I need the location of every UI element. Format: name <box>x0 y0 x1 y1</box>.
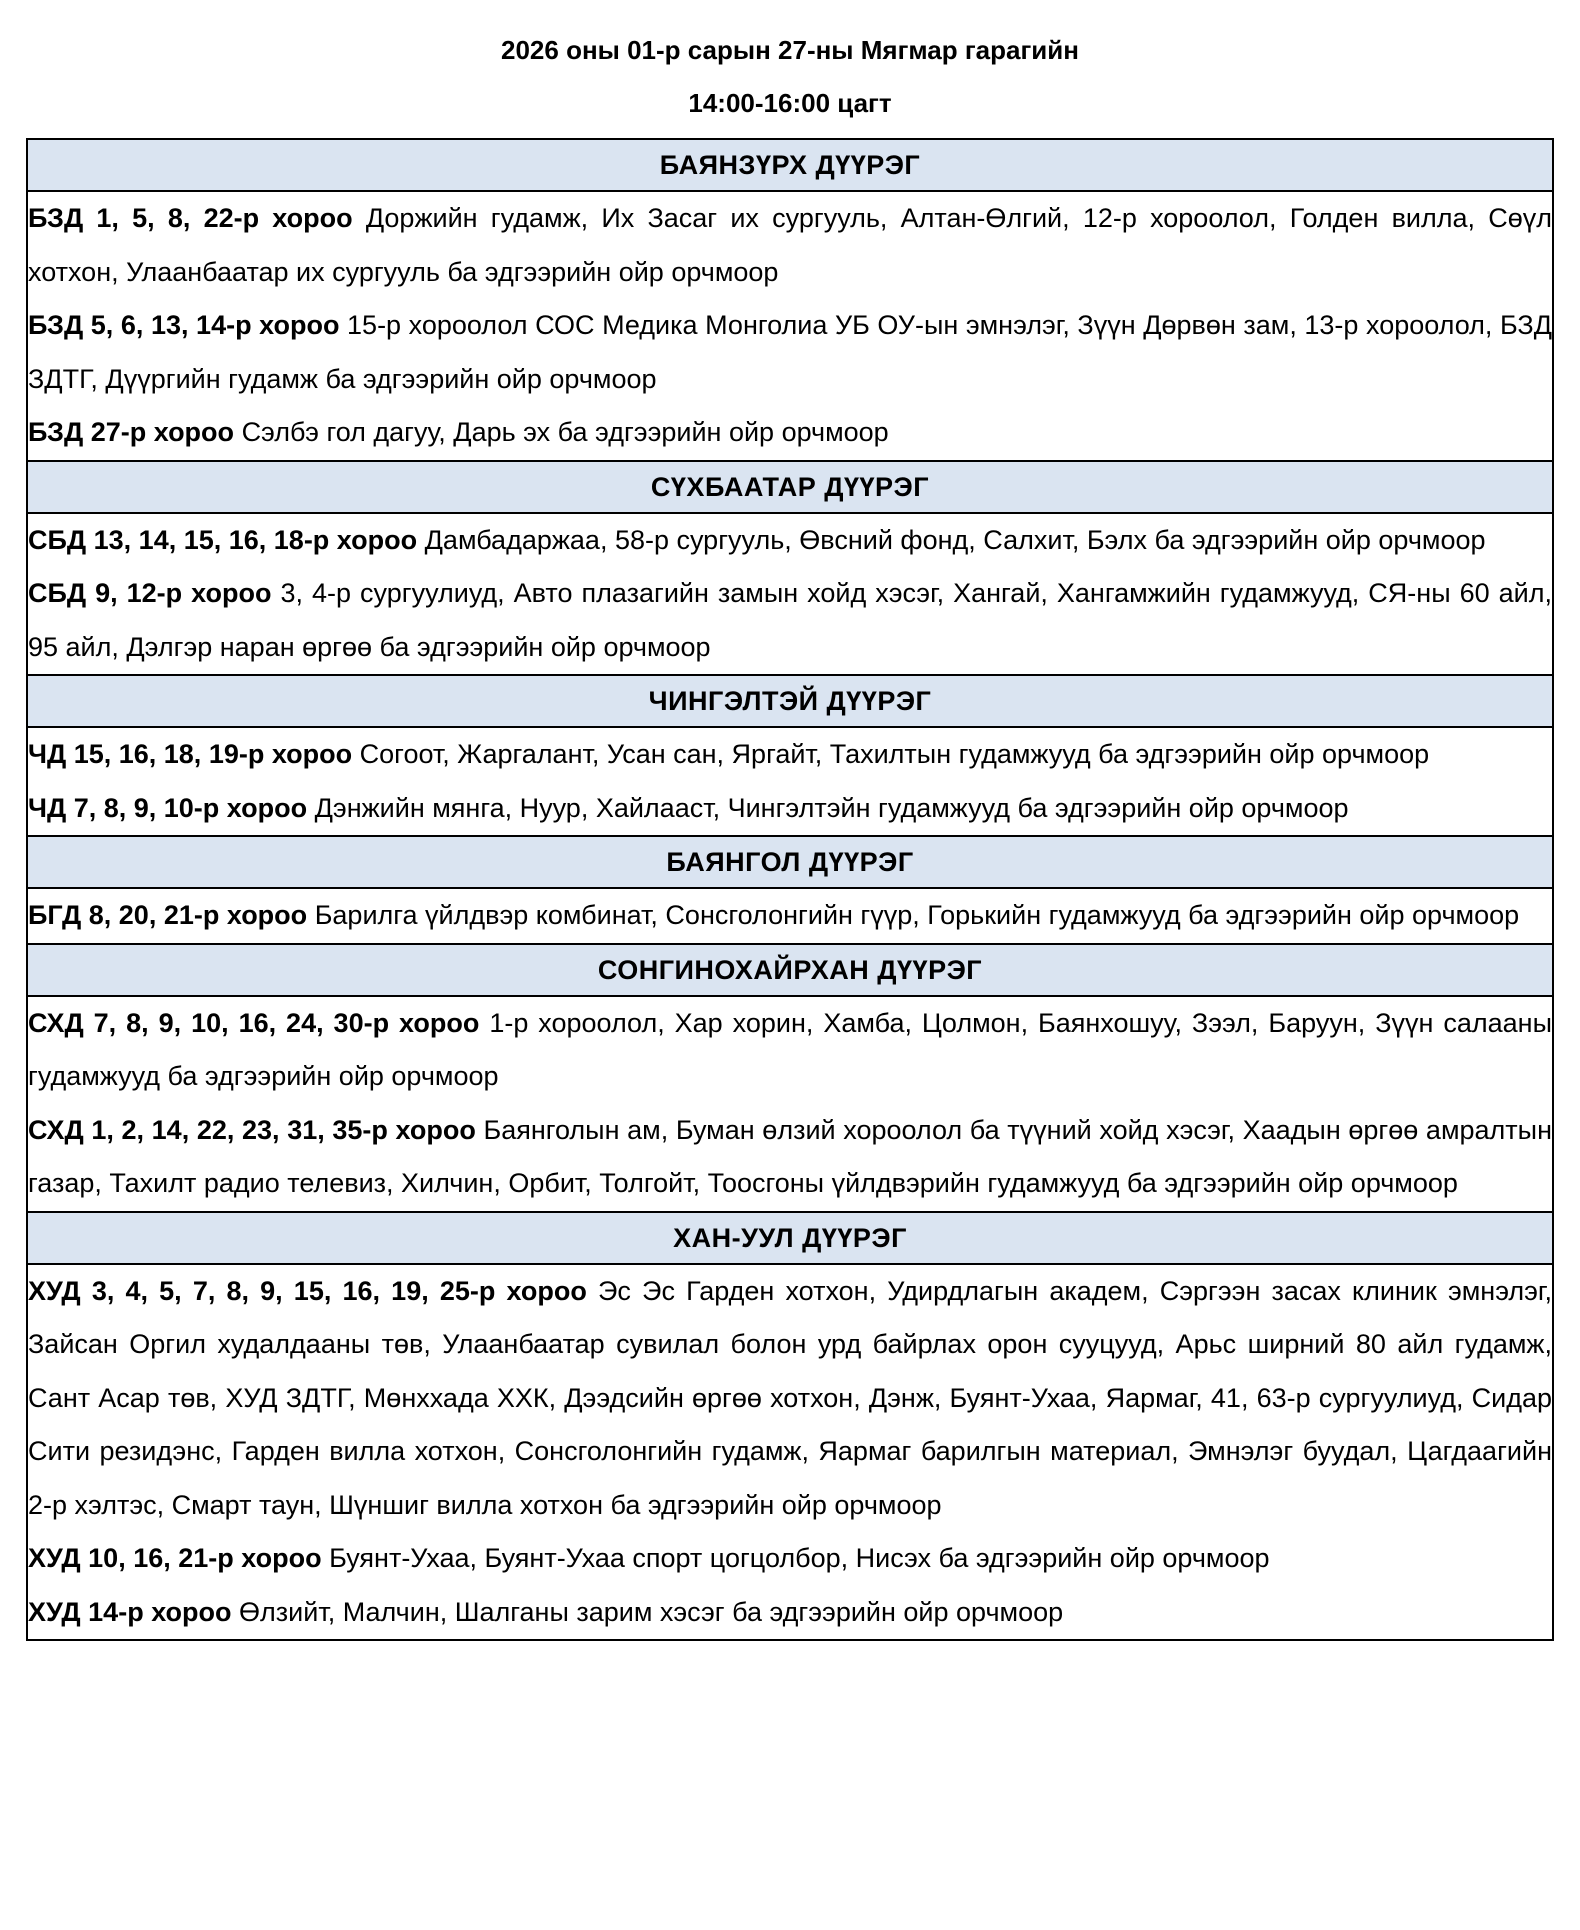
district-name: ЧИНГЭЛТЭЙ ДҮҮРЭГ <box>27 675 1553 727</box>
khoroo-label: БЗД 1, 5, 8, 22-р хороо <box>28 203 353 233</box>
schedule-time-title: 14:00-16:00 цагт <box>688 88 892 118</box>
khoroo-label: ХУД 10, 16, 21-р хороо <box>28 1543 322 1573</box>
district-entries-cell <box>27 513 1553 676</box>
district-header-row <box>27 944 1553 996</box>
khoroo-entry <box>28 514 1552 568</box>
khoroo-label: СБД 13, 14, 15, 16, 18-р хороо <box>28 524 418 555</box>
area-list: 15-р хороолол СОС Медика Монголиа УБ ОУ-ын эмнэлэг, Зүүн Дөрвөн зам, 13-р хороолол, БЗД ЗДТГ, Дүүргийн гудамж ба эдгээрийн ойр орчмоор <box>28 310 1552 394</box>
khoroo-entry <box>28 1104 1552 1211</box>
district-entries-cell <box>27 191 1553 461</box>
district-entries-row <box>27 888 1553 944</box>
area-list: Эс Эс Гарден хотхон, Удирдлагын академ, Сэргээн засах клиник эмнэлэг, Зайсан Оргил худалдааны төв, Улаанбаатар сувилал болон урд байрлах орон сууцууд, Арьс ширний 80 айл гудамж, Сант Асар төв, ХУД ЗДТГ, Мөнххада ХХК, Дээдсийн өргөө хотхон, Дэнж, Буянт-Ухаа, Яармаг, 41, 63-р сургуулиуд, Сидар Сити резидэнс, Гарден вилла хотхон, Сонсголонгийн гудамж, Яармаг барилгын материал, Эмнэлэг буудал, Цагдаагийн 2-р хэлтэс, Смарт таун, Шүншиг вилла хотхон ба эдгээрийн ойр орчмоор <box>28 1275 1552 1520</box>
khoroo-label: СХД 1, 2, 14, 22, 23, 31, 35-р хороо <box>28 1114 476 1145</box>
area-list: 1-р хороолол, Хар хорин, Хамба, Цолмон, Баянхошуу, Зээл, Баруун, Зүүн салааны гудамжууд ба эдгээрийн ойр орчмоор <box>28 1007 1552 1091</box>
area-list: Дэнжийн мянга, Нуур, Хайлааст, Чингэлтэйн гудамжууд ба эдгээрийн ойр орчмоор <box>314 792 1349 823</box>
khoroo-entry <box>28 728 1552 782</box>
district-entries-cell <box>27 1264 1553 1641</box>
district-entries-row <box>27 191 1553 461</box>
khoroo-entry <box>28 1586 1552 1640</box>
district-name: ХАН-УУЛ ДҮҮРЭГ <box>27 1212 1553 1264</box>
outage-schedule-table <box>26 138 1554 1641</box>
district-header-row <box>27 1212 1553 1264</box>
district-entries-row <box>27 1264 1553 1641</box>
area-list: Өлзийт, Малчин, Шалганы зарим хэсэг ба эдгээрийн ойр орчмоор <box>239 1596 1064 1627</box>
district-header-row <box>27 461 1553 513</box>
area-list: Дамбадаржаа, 58-р сургууль, Өвсний фонд, Салхит, Бэлх ба эдгээрийн ойр орчмоор <box>424 524 1486 555</box>
district-entries-cell <box>27 996 1553 1212</box>
area-list: Буянт-Ухаа, Буянт-Ухаа спорт цогцолбор, Нисэх ба эдгээрийн ойр орчмоор <box>329 1543 1270 1573</box>
district-entries-row <box>27 513 1553 676</box>
district-name: СҮХБААТАР ДҮҮРЭГ <box>27 461 1553 513</box>
khoroo-label: ХУД 3, 4, 5, 7, 8, 9, 15, 16, 19, 25-р хороо <box>28 1275 587 1306</box>
area-list: Баянголын ам, Буман өлзий хороолол ба түүний хойд хэсэг, Хаадын өргөө амралтын газар, Тахилт радио телевиз, Хилчин, Орбит, Толгойт, Тоосгоны үйлдвэрийн гудамжууд ба эдгээрийн ойр орчмоор <box>28 1114 1552 1198</box>
khoroo-entry <box>28 1532 1552 1586</box>
district-header-row <box>27 139 1553 191</box>
district-entries-cell <box>27 888 1553 944</box>
khoroo-label: СБД 9, 12-р хороо <box>28 578 272 608</box>
khoroo-entry <box>28 1265 1552 1533</box>
area-list: Барилга үйлдвэр комбинат, Сонсголонгийн гүүр, Горькийн гудамжууд ба эдгээрийн ойр орчмоор <box>314 900 1520 930</box>
district-header-row <box>27 836 1553 888</box>
district-entries-cell <box>27 727 1553 836</box>
district-name: БАЯНГОЛ ДҮҮРЭГ <box>27 836 1553 888</box>
khoroo-entry <box>28 889 1552 943</box>
area-list: Доржийн гудамж, Их Засаг их сургууль, Алтан-Өлгий, 12-р хороолол, Голден вилла, Сөүл хотхон, Улаанбаатар их сургууль ба эдгээрийн ойр орчмоор <box>28 203 1552 287</box>
khoroo-entry <box>28 782 1552 836</box>
schedule-date-title: 2026 оны 01-р сарын 27-ны Мягмар гарагийн <box>501 35 1079 65</box>
area-list: Сэлбэ гол дагуу, Дарь эх ба эдгээрийн ойр орчмоор <box>241 417 889 447</box>
khoroo-label: БГД 8, 20, 21-р хороо <box>28 900 308 930</box>
khoroo-entry <box>28 192 1552 299</box>
khoroo-label: ЧД 15, 16, 18, 19-р хороо <box>28 739 353 769</box>
khoroo-entry <box>28 567 1552 674</box>
district-name: БАЯНЗҮРХ ДҮҮРЭГ <box>27 139 1553 191</box>
khoroo-label: ХУД 14-р хороо <box>28 1596 232 1627</box>
khoroo-label: БЗД 5, 6, 13, 14-р хороо <box>28 310 340 340</box>
khoroo-entry <box>28 406 1552 460</box>
district-header-row <box>27 675 1553 727</box>
khoroo-label: СХД 7, 8, 9, 10, 16, 24, 30-р хороо <box>28 1007 480 1038</box>
district-name: СОНГИНОХАЙРХАН ДҮҮРЭГ <box>27 944 1553 996</box>
district-entries-row <box>27 727 1553 836</box>
khoroo-label: ЧД 7, 8, 9, 10-р хороо <box>28 792 308 823</box>
khoroo-entry <box>28 997 1552 1104</box>
area-list: 3, 4-р сургуулиуд, Авто плазагийн замын хойд хэсэг, Хангай, Хангамжийн гудамжууд, СЯ-ны 60 айл, 95 айл, Дэлгэр наран өргөө ба эдгээрийн ойр орчмоор <box>28 578 1552 662</box>
area-list: Согоот, Жаргалант, Усан сан, Яргайт, Тахилтын гудамжууд ба эдгээрийн ойр орчмоор <box>359 739 1430 769</box>
khoroo-entry <box>28 299 1552 406</box>
khoroo-label: БЗД 27-р хороо <box>28 417 235 447</box>
district-entries-row <box>27 996 1553 1212</box>
